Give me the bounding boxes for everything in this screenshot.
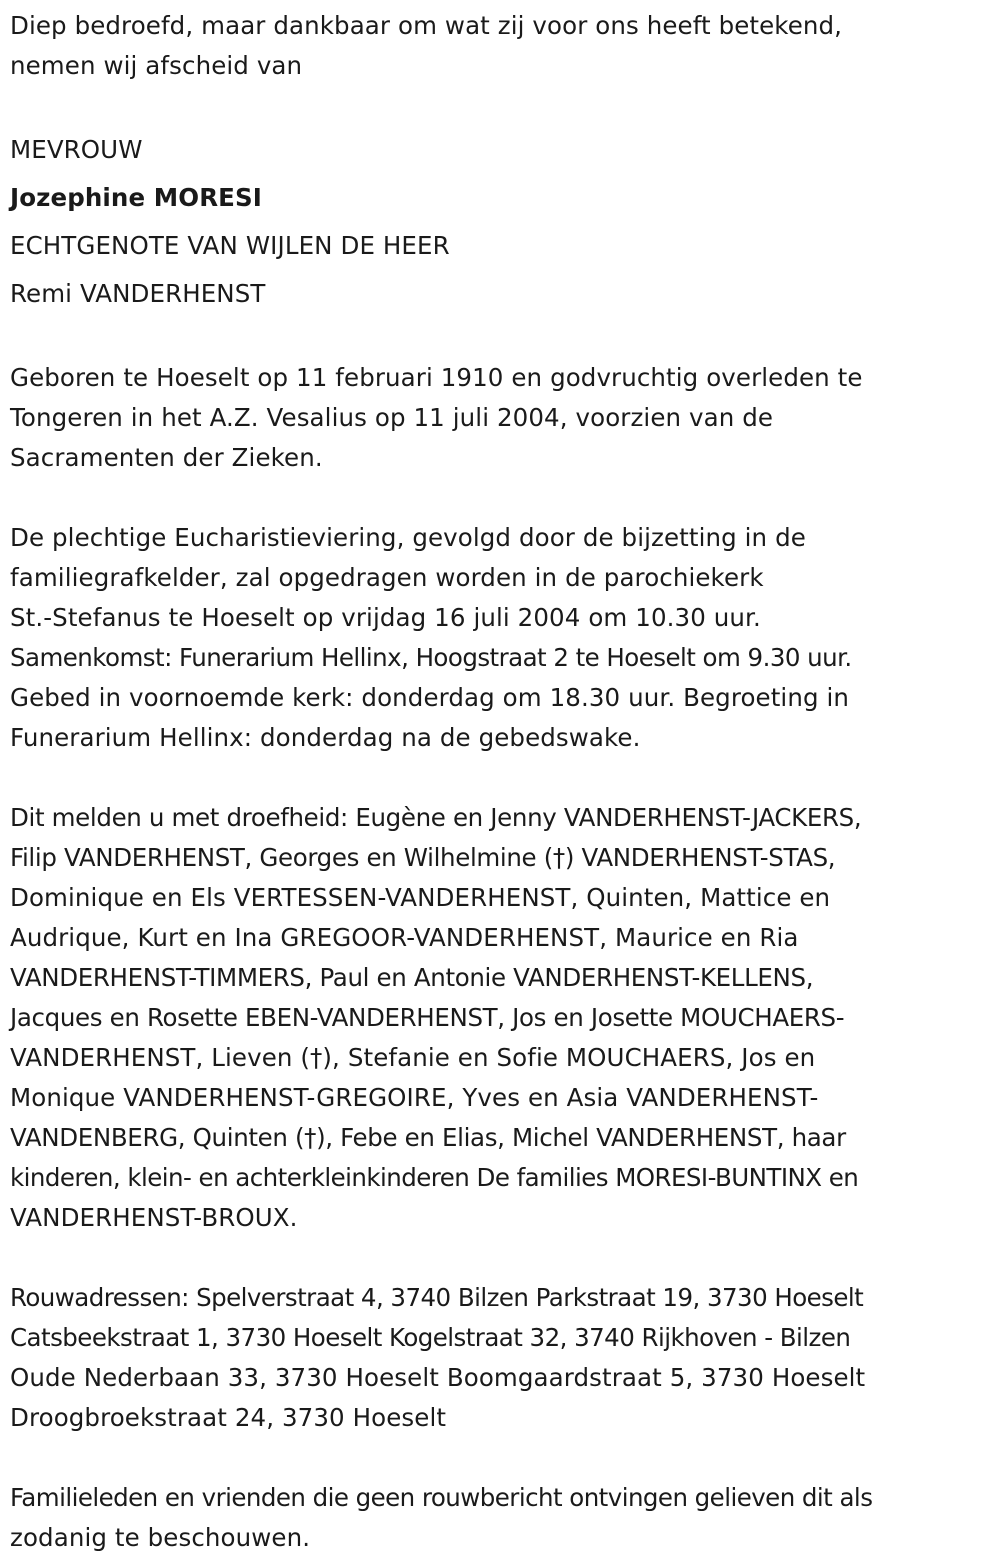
family-line: Filip VANDERHENST, Georges en Wilhelmine (†) VANDERHENST-STAS,	[10, 843, 836, 872]
ceremony-line: familiegrafkelder, zal opgedragen worden in de parochiekerk	[10, 563, 764, 592]
intro-line: nemen wij afscheid van	[10, 51, 303, 80]
family-line: Dit melden u met droefheid: Eugène en Jenny VANDERHENST-JACKERS,	[10, 803, 862, 832]
family-line: VANDERHENST-TIMMERS, Paul en Antonie VANDERHENST-KELLENS,	[10, 963, 814, 992]
family-line: Jacques en Rosette EBEN-VANDERHENST, Jos en Josette MOUCHAERS-	[10, 1003, 845, 1032]
address-line: Droogbroekstraat 24, 3730 Hoeselt	[10, 1403, 447, 1432]
birth-death-paragraph	[10, 358, 995, 478]
ceremony-line: Samenkomst: Funerarium Hellinx, Hoogstraat 2 te Hoeselt om 9.30 uur.	[10, 643, 852, 672]
family-line: VANDERHENST-BROUX.	[10, 1203, 298, 1232]
family-line: VANDERHENST, Lieven (†), Stefanie en Sofie MOUCHAERS, Jos en	[10, 1043, 816, 1072]
obituary-document	[10, 6, 995, 1558]
address-line: Catsbeekstraat 1, 3730 Hoeselt Kogelstraat 32, 3740 Rijkhoven - Bilzen	[10, 1323, 851, 1352]
family-line: Audrique, Kurt en Ina GREGOOR-VANDERHENST, Maurice en Ria	[10, 923, 799, 952]
family-line: kinderen, klein- en achterkleinkinderen De families MORESI-BUNTINX en	[10, 1163, 859, 1192]
intro-line: Diep bedroefd, maar dankbaar om wat zij voor ons heeft betekend,	[10, 11, 843, 40]
ceremony-line: St.-Stefanus te Hoeselt op vrijdag 16 juli 2004 om 10.30 uur.	[10, 603, 761, 632]
family-line: Monique VANDERHENST-GREGOIRE, Yves en Asia VANDERHENST-	[10, 1083, 819, 1112]
address-line: Rouwadressen: Spelverstraat 4, 3740 Bilzen Parkstraat 19, 3730 Hoeselt	[10, 1283, 864, 1312]
closing-line: zodanig te beschouwen.	[10, 1523, 311, 1552]
address-line: Oude Nederbaan 33, 3730 Hoeselt Boomgaardstraat 5, 3730 Hoeselt	[10, 1363, 866, 1392]
deceased-name: Jozephine MORESI	[10, 183, 262, 212]
birth-death-line: Geboren te Hoeselt op 11 februari 1910 en godvruchtig overleden te	[10, 363, 863, 392]
ceremony-paragraph	[10, 518, 995, 758]
deceased-title: MEVROUW	[10, 135, 143, 164]
family-line: VANDENBERG, Quinten (†), Febe en Elias, Michel VANDERHENST, haar	[10, 1123, 846, 1152]
birth-death-line: Sacramenten der Zieken.	[10, 443, 323, 472]
ceremony-line: Funerarium Hellinx: donderdag na de gebedswake.	[10, 723, 641, 752]
deceased-relation: ECHTGENOTE VAN WIJLEN DE HEER	[10, 231, 450, 260]
addresses-paragraph	[10, 1278, 995, 1438]
closing-paragraph	[10, 1478, 995, 1558]
intro-paragraph	[10, 6, 995, 86]
birth-death-line: Tongeren in het A.Z. Vesalius op 11 juli 2004, voorzien van de	[10, 403, 774, 432]
deceased-block	[10, 126, 995, 318]
ceremony-line: De plechtige Eucharistieviering, gevolgd door de bijzetting in de	[10, 523, 806, 552]
closing-line: Familieleden en vrienden die geen rouwbericht ontvingen gelieven dit als	[10, 1483, 873, 1512]
deceased-spouse: Remi VANDERHENST	[10, 279, 266, 308]
family-paragraph	[10, 798, 995, 1238]
ceremony-line: Gebed in voornoemde kerk: donderdag om 18.30 uur. Begroeting in	[10, 683, 850, 712]
family-line: Dominique en Els VERTESSEN-VANDERHENST, Quinten, Mattice en	[10, 883, 831, 912]
